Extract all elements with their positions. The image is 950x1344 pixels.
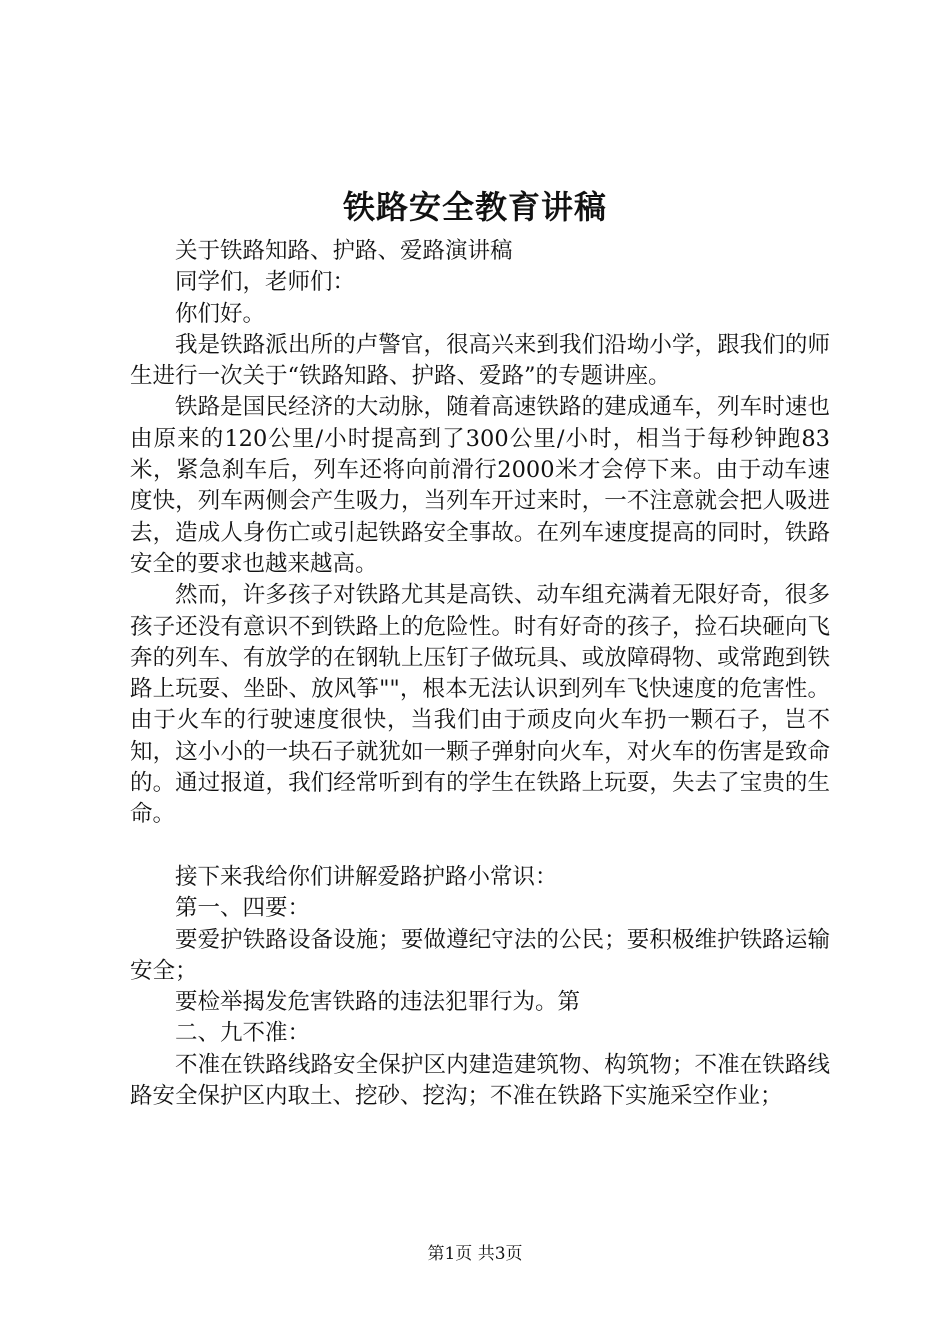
paragraph-four-musts-last: 要检举揭发危害铁路的违法犯罪行为。第 <box>175 989 581 1016</box>
paragraph-tips-intro: 接下来我给你们讲解爱路护路小常识： <box>175 863 558 890</box>
document-body <box>130 236 830 1112</box>
paragraph-nine-prohibitions-list: 不准在铁路线路安全保护区内建造建筑物、构筑物；不准在铁路线路安全保护区内取土、挖砂、挖沟；不准在铁路下实施采空作业； <box>130 1051 830 1110</box>
paragraph-introduction: 我是铁路派出所的卢警官，很高兴来到我们沿坳小学，跟我们的师生进行一次关于“铁路知路、护路、爱路”的专题讲座。 <box>130 331 830 390</box>
paragraph-four-musts-list: 要爱护铁路设备设施；要做遵纪守法的公民；要积极维护铁路运输安全； <box>130 926 830 984</box>
document-title: 铁路安全教育讲稿 <box>342 188 607 226</box>
page-footer: 第1页 共3页 <box>427 1244 523 1264</box>
paragraph-greeting: 你们好。 <box>175 300 266 327</box>
paragraph-nine-prohibitions-heading: 二、九不准： <box>175 1020 311 1047</box>
paragraph-salutation: 同学们，老师们： <box>175 269 356 296</box>
paragraph-four-musts-heading: 第一、四要： <box>175 895 311 922</box>
paragraph-railway-speed: 铁路是国民经济的大动脉，随着高速铁路的建成通车，列车时速也由原来的120公里/小时提高到了300公里/小时，相当于每秒钟跑83米，紧急刹车后，列车还将向前滑行2000米才会停下来。由于动车速度快，列车两侧会产生吸力，当列车开过来时，一不注意就会把人吸进去，造成人身伤亡或引起铁路安全事故。在列车速度提高的同时，铁路安全的要求也越来越高。 <box>130 394 830 577</box>
paragraph-subtitle: 关于铁路知路、护路、爱路演讲稿 <box>175 238 513 264</box>
paragraph-children-danger: 然而，许多孩子对铁路尤其是高铁、动车组充满着无限好奇，很多孩子还没有意识不到铁路上的危险性。时有好奇的孩子，捡石块砸向飞奔的列车、有放学的在钢轨上压钉子做玩具、或放障碍物、或常跑到铁路上玩耍、坐卧、放风筝""，根本无法认识到列车飞快速度的危害性。由于火车的行驶速度很快，当我们由于顽皮向火车扔一颗石子，岂不知，这小小的一块石子就犹如一颗子弹射向火车，对火车的伤害是致命的。通过报道，我们经常听到有的学生在铁路上玩耍，失去了宝贵的生命。 <box>130 582 830 828</box>
